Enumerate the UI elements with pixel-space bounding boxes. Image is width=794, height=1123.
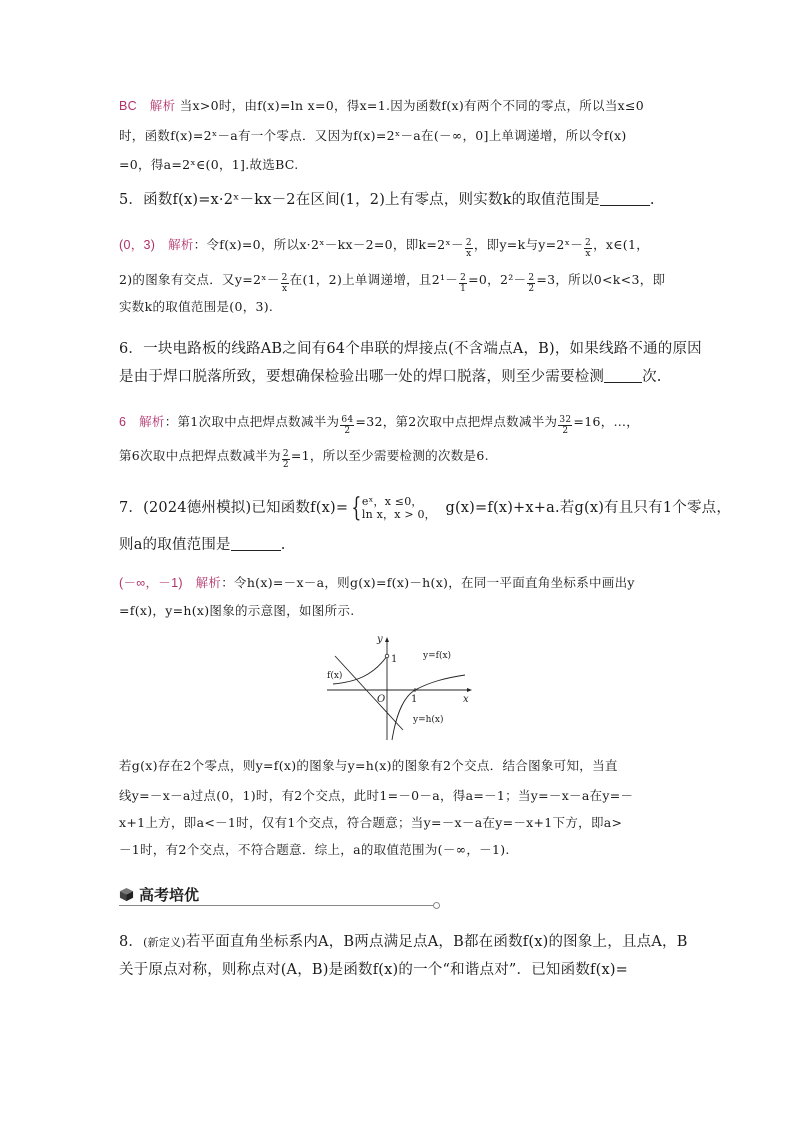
q4-solution-line-1 — [119, 96, 644, 116]
q6-frac-1 — [340, 415, 354, 436]
q6-text-2b: 次. — [642, 369, 662, 385]
q6-number: 6． — [119, 341, 144, 357]
function-graph — [325, 630, 475, 742]
question-6-line-1 — [119, 339, 702, 359]
q6-answer-blank — [604, 368, 642, 383]
q7-case-2: ln x，x > 0， — [361, 508, 436, 521]
q5-frac-5 — [527, 273, 535, 294]
q8-tag: (新定义) — [143, 936, 186, 949]
question-8-line-2: 关于原点对称，则称点对(A，B)是函数f(x)的一个“和谐点对”．已知函数f(x)= — [119, 962, 629, 978]
q5-solution-label: 解析 — [168, 238, 194, 252]
q5-frac-2-num: 2 — [585, 238, 592, 248]
q5-frac-4-den: 1 — [460, 284, 467, 294]
section-divider-end — [433, 902, 440, 909]
q7-sol-text-1: ：令h(x)=－x－a，则g(x)=f(x)－h(x)，在同一平面直角坐标系中画出y — [221, 575, 635, 590]
q7-suffix: g(x)=f(x)+x+a.若g(x)有且只有1个零点， — [445, 500, 732, 516]
q7-prefix: (2024德州模拟)已知函数f(x)= — [143, 500, 349, 516]
x-tick-label: 1 — [411, 694, 418, 705]
label-y-equals-hx: y=h(x) — [413, 715, 444, 725]
q5-sol-text-1a: ：令f(x)=0，所以x·2ˣ－kx－2=0，即k=2ˣ－ — [193, 237, 464, 252]
y-axis-label: y — [377, 634, 383, 645]
q6-solution-label: 解析 — [139, 415, 165, 429]
q7-piecewise — [362, 495, 436, 521]
q5-sol-text-1b: ，即y=k与y=2ˣ－ — [473, 237, 584, 252]
q5-sol-text-2a: 2)的图象有交点．又y=2ˣ－ — [119, 272, 280, 287]
q5-frac-3-den: x — [281, 284, 288, 294]
q5-frac-2-den: x — [585, 249, 591, 259]
q6-frac-1-num: 64 — [341, 415, 354, 425]
q5-text: 函数f(x)=x·2ˣ－kx－2在区间(1，2)上有零点，则实数k的取值范围是 — [143, 192, 600, 208]
point-0-1 — [385, 654, 389, 658]
q5-solution-line-2 — [119, 270, 665, 294]
label-fx: f(x) — [327, 671, 343, 681]
q6-text-1: 一块电路板的线路AB之间有64个串联的焊接点(不含端点A，B)，如果线路不通的原因 — [143, 341, 702, 357]
question-6-line-2 — [119, 367, 662, 387]
q5-frac-4-num: 2 — [460, 273, 467, 283]
origin-label: O — [377, 694, 386, 705]
q5-frac-1 — [465, 238, 473, 259]
q7-solution-label: 解析 — [195, 576, 222, 590]
section-divider — [119, 905, 437, 906]
section-title: 高考培优 — [139, 886, 200, 904]
q5-sol-text-2b: 在(1，2)上单调递增，且2¹－ — [289, 272, 459, 287]
q7-brace: { — [351, 493, 362, 523]
q7-answer-blank — [231, 536, 281, 551]
q5-number: 5． — [119, 192, 144, 208]
question-5 — [119, 190, 655, 210]
q7-answer: (－∞，－1) — [119, 576, 183, 590]
q5-frac-3-num: 2 — [281, 273, 288, 283]
question-7-line-2 — [119, 535, 286, 555]
q5-frac-2 — [584, 238, 592, 259]
q6-sol-text-1a: ：第1次取中点把焊点数减半为 — [164, 414, 340, 429]
q6-sol-text-1c: =16，…， — [573, 414, 640, 429]
q6-frac-3 — [282, 449, 290, 470]
q5-solution-line-1 — [119, 235, 649, 259]
q5-frac-1-num: 2 — [465, 238, 472, 248]
q4-solution-text-1: 当x>0时，由f(x)=ln x=0，得x=1.因为函数f(x)有两个不同的零点，所以当x≤0 — [179, 98, 645, 113]
q7-solution-line-2: =f(x)，y=h(x)图象的示意图，如图所示. — [119, 603, 355, 618]
q7-case-1: eˣ，x ≤0， — [361, 495, 423, 508]
q6-frac-3-num: 2 — [282, 449, 289, 459]
q7-solution-line-1 — [119, 573, 635, 593]
q6-frac-1-den: 2 — [344, 426, 351, 436]
q5-frac-3 — [281, 273, 289, 294]
y-tick-label: 1 — [391, 654, 398, 665]
y-axis-arrow — [385, 637, 389, 642]
q5-sol-text-1c: ，x∈(1， — [593, 237, 650, 252]
q6-frac-2-den: 2 — [562, 426, 569, 436]
q4-solution-line-3: =0，得a=2ˣ∈(0，1].故选BC. — [119, 157, 299, 172]
q7-text-2: 则a的取值范围是 — [119, 537, 231, 553]
q5-solution-line-3: 实数k的取值范围是(0，3). — [119, 299, 274, 314]
q5-end: . — [649, 192, 655, 208]
q7-conclusion-line-4: －1时，有2个交点，不符合题意．综上，a的取值范围为(－∞，－1). — [119, 842, 510, 857]
q7-conclusion-line-2: 线y=－x－a过点(0，1)时，有2个交点，此时1=－0－a，得a=－1；当y=－x－a在y=－ — [119, 788, 634, 803]
q6-text-2a: 是由于焊口脱落所致，要想确保检验出哪一处的焊口脱落，则至少需要检测 — [119, 369, 605, 385]
label-y-equals-fx: y=f(x) — [423, 651, 452, 661]
q5-frac-5-den: 2 — [528, 284, 535, 294]
q4-answer: BC — [119, 99, 137, 113]
q5-sol-text-2c: =0，2²－ — [468, 272, 527, 287]
q6-answer: 6 — [119, 415, 127, 429]
q5-frac-1-den: x — [466, 249, 472, 259]
q5-sol-text-2d: =3，所以0<k<3，即 — [536, 272, 666, 287]
q6-sol-text-2a: 第6次取中点把焊点数减半为 — [119, 448, 281, 463]
section-header — [119, 882, 437, 910]
q5-answer: (0，3) — [119, 238, 156, 252]
x-axis-arrow — [467, 688, 472, 692]
q7-conclusion-line-1: 若g(x)存在2个零点，则y=f(x)的图象与y=h(x)的图象有2个交点．结合图象可知，当直 — [119, 758, 618, 773]
q6-sol-text-2b: =1，所以至少需要检测的次数是6. — [290, 448, 489, 463]
q6-solution-line-1 — [119, 412, 639, 436]
q7-end: . — [280, 537, 286, 553]
q6-solution-line-2 — [119, 446, 489, 470]
line-h-curve — [335, 656, 403, 730]
q6-frac-2-num: 32 — [559, 415, 572, 425]
q6-sol-text-1b: =32，第2次取中点把焊点数减半为 — [355, 414, 558, 429]
q8-number: 8． — [119, 934, 144, 950]
cube-icon — [119, 887, 134, 902]
q7-number: 7． — [119, 500, 144, 516]
q5-frac-4 — [459, 273, 467, 294]
q5-frac-5-num: 2 — [528, 273, 535, 283]
ln-branch-curve — [392, 675, 465, 740]
q4-solution-line-2: 时，函数f(x)=2ˣ－a有一个零点．又因为f(x)=2ˣ－a在(－∞，0]上单调递增，所以令f(x) — [119, 128, 627, 143]
q8-text-1: 若平面直角坐标系内A，B两点满足点A，B都在函数f(x)的图象上，且点A，B — [185, 934, 688, 950]
question-7-line-1 — [119, 495, 731, 521]
question-8-line-1 — [119, 932, 688, 953]
q7-conclusion-line-3: x+1上方，即a<－1时，仅有1个交点，符合题意；当y=－x－a在y=－x+1下方，即a> — [119, 815, 623, 830]
q6-frac-2 — [558, 415, 572, 436]
q5-answer-blank — [600, 191, 650, 206]
q4-solution-label: 解析 — [149, 99, 176, 113]
x-axis-label: x — [463, 694, 469, 705]
q6-frac-3-den: 2 — [282, 460, 289, 470]
